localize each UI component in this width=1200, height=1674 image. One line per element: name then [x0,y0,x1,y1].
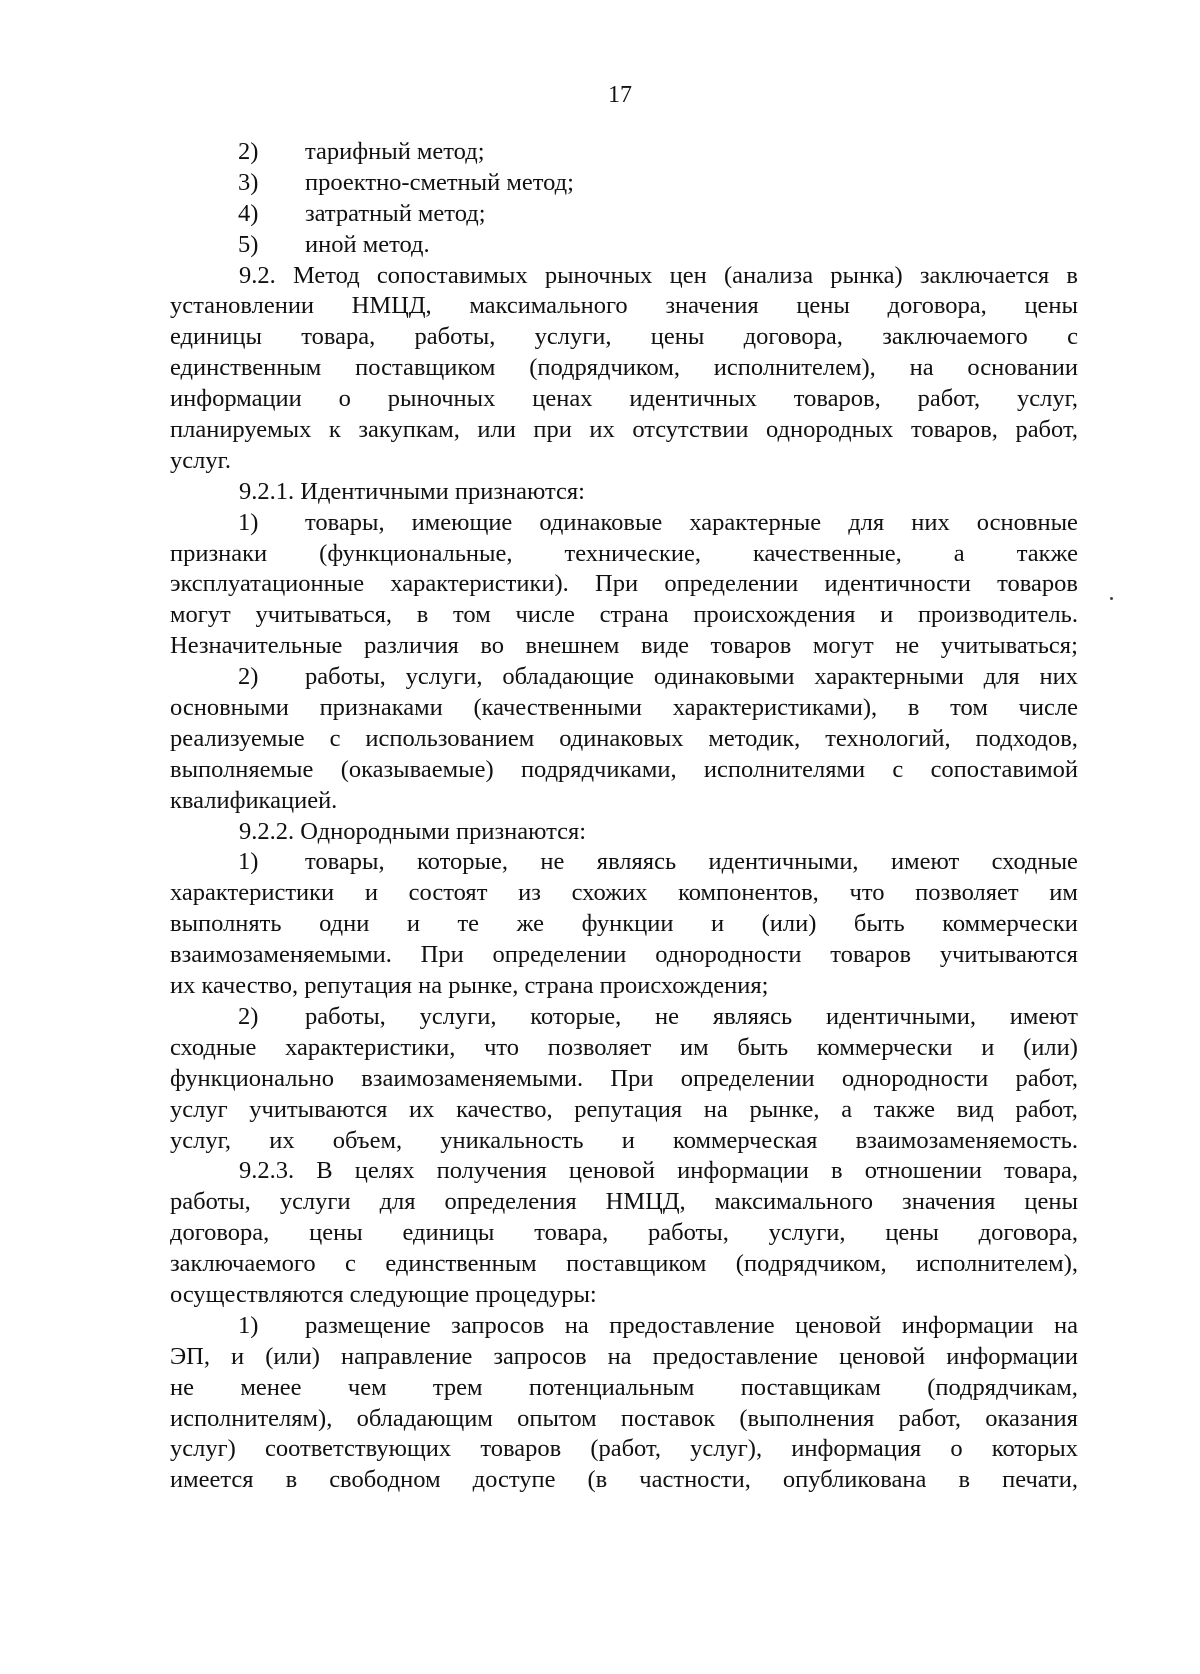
list-item-text: работы, услуги, обладающие одинаковыми характерными для них [305,663,1078,691]
text-line: взаимозаменяемыми. При определении однородности товаров учитываются [170,941,1078,969]
list-marker: 1) [238,848,259,876]
list-item-text: работы, услуги, которые, не являясь идентичными, имеют [305,1002,1078,1030]
text-line: осуществляются следующие процедуры: [170,1280,597,1308]
text-line: работы, услуги для определения НМЦД, максимального значения цены [170,1188,1078,1216]
text-line: услуг) соответствующих товаров (работ, услуг), информация о которых [170,1435,1078,1463]
text-line: 9.2. Метод сопоставимых рыночных цен (анализа рынка) заключается в [239,261,1078,289]
list-marker: 2) [238,1002,259,1030]
text-line: 9.2.2. Однородными признаются: [239,817,587,845]
text-line [170,230,1078,261]
list-item-text: товары, которые, не являясь идентичными, имеют сходные [305,848,1078,876]
list-marker: 2) [238,138,259,165]
text-line: имеется в свободном доступе (в частности, опубликована в печати, [170,1466,1078,1494]
text-line: их качество, репутация на рынке, страна происхождения; [170,972,769,1000]
list-item-text: затратный метод; [305,199,486,227]
text-line: квалификацией. [170,786,338,814]
page-number: 17 [608,82,632,108]
text-line: исполнителям), обладающим опытом поставок (выполнения работ, оказания [170,1404,1078,1432]
text-line: 9.2.3. В целях получения ценовой информации в отношении товара, [239,1157,1078,1185]
list-item-text: тарифный метод; [305,138,485,165]
text-line: функционально взаимозаменяемыми. При определении однородности работ, [170,1064,1078,1092]
text-line [170,1002,1078,1033]
list-marker: 3) [238,168,259,196]
text-line: услуг, их объем, уникальность и коммерческая взаимозаменяемость. [170,1126,1078,1154]
text-line: заключаемого с единственным поставщиком (подрядчиком, исполнителем), [170,1250,1078,1278]
text-line: услуг. [170,446,232,474]
text-line: информации о рыночных ценах идентичных товаров, работ, услуг, [170,385,1078,413]
list-item-text: иной метод. [305,230,430,258]
text-line: выполняемые (оказываемые) подрядчиками, исполнителями с сопоставимой [170,755,1078,783]
list-marker: 1) [238,1311,259,1339]
list-item-text: размещение запросов на предоставление ценовой информации на [305,1311,1078,1339]
text-line: единицы товара, работы, услуги, цены договора, заключаемого с [170,323,1078,351]
text-line: ЭП, и (или) направление запросов на предоставление ценовой информации [170,1342,1078,1370]
text-line: Незначительные различия во внешнем виде товаров могут не учитываться; [170,632,1078,660]
text-line: планируемых к закупкам, или при их отсутствии однородных товаров, работ, [170,416,1078,444]
text-line: выполнять одни и те же функции и (или) быть коммерчески [170,910,1078,938]
text-line: характеристики и состоят из схожих компонентов, что позволяет им [170,879,1078,907]
text-line: эксплуатационные характеристики). При определении идентичности товаров [170,570,1078,598]
text-line: могут учитываться, в том числе страна происхождения и производитель. [170,601,1078,629]
text-line: реализуемые с использованием одинаковых методик, технологий, подходов, [170,724,1078,752]
scan-speck [1110,597,1113,600]
text-line: основными признаками (качественными характеристиками), в том числе [170,694,1078,722]
document-body [170,137,1078,1496]
list-marker: 5) [238,230,259,258]
text-line: сходные характеристики, что позволяет им быть коммерчески и (или) [170,1033,1078,1061]
text-line [170,199,1078,230]
text-line [170,1311,1078,1342]
list-marker: 1) [238,508,259,536]
list-item-text: проектно-сметный метод; [305,168,574,196]
text-line: 9.2.1. Идентичными признаются: [239,477,585,505]
text-line: признаки (функциональные, технические, качественные, а также [170,539,1078,567]
text-line: единственным поставщиком (подрядчиком, исполнителем), на основании [170,354,1078,382]
text-line: услуг учитываются их качество, репутация на рынке, а также вид работ, [170,1095,1078,1123]
list-marker: 2) [238,663,259,691]
text-line [170,168,1078,199]
text-line: установлении НМЦД, максимального значения цены договора, цены [170,292,1078,320]
list-item-text: товары, имеющие одинаковые характерные для них основные [305,508,1078,536]
text-line [170,137,1078,168]
text-line [170,662,1078,693]
text-line [170,508,1078,539]
text-line [170,847,1078,878]
list-marker: 4) [238,199,259,227]
text-line: не менее чем трем потенциальным поставщикам (подрядчикам, [170,1373,1078,1401]
text-line: договора, цены единицы товара, работы, услуги, цены договора, [170,1219,1078,1247]
